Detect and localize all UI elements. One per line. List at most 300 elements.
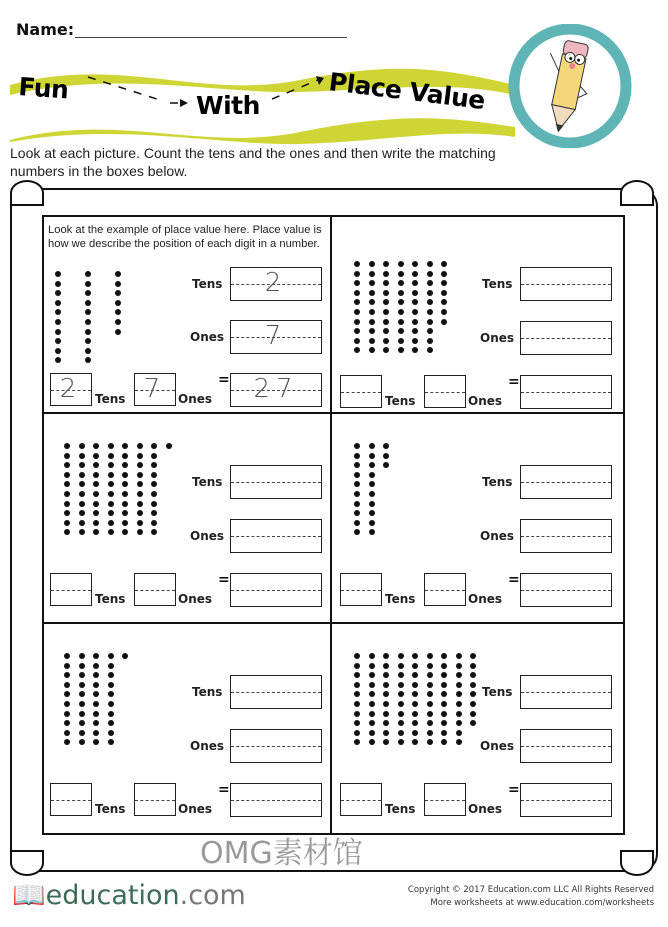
equals-sign: = <box>218 572 230 588</box>
ten-dot <box>398 653 404 659</box>
ten-dot <box>354 720 360 726</box>
ten-dot <box>369 462 375 468</box>
ten-dot <box>151 491 157 497</box>
ten-dot <box>369 510 375 516</box>
ten-dot <box>412 691 418 697</box>
ten-dot <box>93 520 99 526</box>
ten-dot <box>369 271 375 277</box>
ten-dot <box>427 299 433 305</box>
ten-dot <box>64 491 70 497</box>
ten-dot <box>383 653 389 659</box>
ten-dot <box>354 328 360 334</box>
ten-dot <box>108 711 114 717</box>
dashed-guide <box>231 590 321 591</box>
ten-dot <box>427 309 433 315</box>
ten-dot <box>456 720 462 726</box>
number-answer-box[interactable] <box>520 783 612 817</box>
ones-digit-box[interactable] <box>424 783 466 816</box>
title-with: With <box>196 91 260 120</box>
number-answer-box[interactable] <box>230 783 322 817</box>
ten-dot <box>108 663 114 669</box>
title-banner <box>0 50 520 150</box>
tens-label: Tens <box>385 394 416 408</box>
ten-dot <box>412 711 418 717</box>
ten-dot <box>441 701 447 707</box>
one-dot <box>441 309 447 315</box>
ten-dot <box>108 453 114 459</box>
tens-answer-box[interactable] <box>520 675 612 709</box>
tens-label: Tens <box>95 592 126 606</box>
one-dot <box>441 299 447 305</box>
ten-dot <box>122 520 128 526</box>
ten-dot <box>64 520 70 526</box>
name-input-line[interactable] <box>75 37 347 38</box>
equals-sign: = <box>508 374 520 390</box>
ten-dot <box>441 739 447 745</box>
one-dot <box>115 329 121 335</box>
ten-dot <box>55 319 61 325</box>
ten-dot <box>137 529 143 535</box>
dashed-guide <box>521 590 611 591</box>
ten-dot <box>412 730 418 736</box>
ten-dot <box>412 319 418 325</box>
ten-dot <box>456 701 462 707</box>
ten-dot <box>354 691 360 697</box>
ones-answer-box[interactable] <box>520 729 612 763</box>
dashed-guide <box>521 536 611 537</box>
ten-dot <box>383 290 389 296</box>
ten-dot <box>354 280 360 286</box>
ten-dot <box>79 720 85 726</box>
ten-dot <box>93 653 99 659</box>
number-answer-box[interactable] <box>520 573 612 607</box>
ten-dot <box>137 481 143 487</box>
ten-dot <box>93 711 99 717</box>
one-dot <box>115 290 121 296</box>
ten-dot <box>412 720 418 726</box>
ten-dot <box>108 443 114 449</box>
ten-dot <box>55 271 61 277</box>
equals-sign: = <box>508 572 520 588</box>
ten-dot <box>108 691 114 697</box>
ten-dot <box>79 691 85 697</box>
one-dot <box>122 653 128 659</box>
dashed-guide <box>231 482 321 483</box>
ten-dot <box>151 501 157 507</box>
ten-dot <box>369 481 375 487</box>
ten-dot <box>79 462 85 468</box>
equals-sign: = <box>218 782 230 798</box>
place-value-panel <box>332 413 620 613</box>
traced-digit: 2 <box>59 374 83 404</box>
place-value-panel <box>42 623 330 823</box>
ten-dot <box>79 682 85 688</box>
ten-dot <box>108 501 114 507</box>
ten-dot <box>354 481 360 487</box>
ten-dot <box>383 309 389 315</box>
ones-label: Ones <box>480 739 515 753</box>
ten-dot <box>79 481 85 487</box>
ten-dot <box>93 730 99 736</box>
ten-dot <box>441 682 447 688</box>
book-icon: 📖 <box>12 880 46 911</box>
tens-digit-box[interactable] <box>340 375 382 408</box>
ten-dot <box>456 711 462 717</box>
frame-corner <box>620 180 654 206</box>
ten-dot <box>79 653 85 659</box>
dashed-guide <box>521 392 611 393</box>
one-dot <box>470 663 476 669</box>
tens-digit-box[interactable] <box>50 783 92 816</box>
traced-digit: 27 <box>253 374 299 404</box>
ten-dot <box>369 672 375 678</box>
one-dot <box>470 720 476 726</box>
tens-answer-box[interactable] <box>230 267 322 301</box>
dashed-guide <box>521 800 611 801</box>
ten-dot <box>108 730 114 736</box>
ten-dot <box>398 299 404 305</box>
one-dot <box>470 691 476 697</box>
frame-corner <box>620 850 654 876</box>
ten-dot <box>369 501 375 507</box>
logo-text: education <box>45 880 180 911</box>
ten-dot <box>151 481 157 487</box>
ten-dot <box>108 739 114 745</box>
ten-dot <box>79 501 85 507</box>
ten-dot <box>427 691 433 697</box>
ten-dot <box>427 653 433 659</box>
tens-label: Tens <box>192 277 223 291</box>
ten-dot <box>383 711 389 717</box>
ten-dot <box>383 701 389 707</box>
dashed-guide <box>521 284 611 285</box>
ten-dot <box>64 711 70 717</box>
dashed-guide <box>51 800 91 801</box>
ten-dot <box>354 501 360 507</box>
ten-dot <box>55 281 61 287</box>
dashed-guide <box>341 800 381 801</box>
ten-dot <box>398 261 404 267</box>
ten-dot <box>412 672 418 678</box>
ten-dot <box>55 309 61 315</box>
one-dot <box>383 443 389 449</box>
ten-dot <box>137 472 143 478</box>
ten-dot <box>85 329 91 335</box>
ten-dot <box>85 271 91 277</box>
one-dot <box>115 271 121 277</box>
ten-dot <box>93 720 99 726</box>
ones-label: Ones <box>178 592 213 606</box>
one-dot <box>470 711 476 717</box>
ten-dot <box>108 520 114 526</box>
ten-dot <box>122 501 128 507</box>
ten-dot <box>137 510 143 516</box>
education-logo <box>12 880 246 912</box>
ones-label: Ones <box>190 529 225 543</box>
ten-dot <box>383 261 389 267</box>
tens-digit-box[interactable] <box>50 573 92 606</box>
ten-dot <box>137 491 143 497</box>
tens-label: Tens <box>95 802 126 816</box>
tens-digit-box[interactable] <box>50 373 92 406</box>
ten-dot <box>93 739 99 745</box>
ten-dot <box>369 319 375 325</box>
tens-label: Tens <box>482 277 513 291</box>
ten-dot <box>122 529 128 535</box>
ones-digit-box[interactable] <box>134 373 176 406</box>
ten-dot <box>64 720 70 726</box>
ten-dot <box>456 691 462 697</box>
ten-dot <box>354 271 360 277</box>
ten-dot <box>55 357 61 363</box>
place-value-panel <box>42 413 330 613</box>
ten-dot <box>151 529 157 535</box>
ten-dot <box>55 329 61 335</box>
ones-digit-box[interactable] <box>424 375 466 408</box>
ten-dot <box>122 491 128 497</box>
ten-dot <box>427 682 433 688</box>
ten-dot <box>398 739 404 745</box>
ten-dot <box>369 691 375 697</box>
ten-dot <box>412 328 418 334</box>
ten-dot <box>354 347 360 353</box>
ten-dot <box>398 290 404 296</box>
tens-label: Tens <box>192 475 223 489</box>
ten-dot <box>85 338 91 344</box>
ten-dot <box>64 481 70 487</box>
ten-dot <box>354 672 360 678</box>
one-dot <box>470 672 476 678</box>
ones-label: Ones <box>468 802 503 816</box>
tens-answer-box[interactable] <box>520 465 612 499</box>
ten-dot <box>55 300 61 306</box>
tens-digit-box[interactable] <box>340 783 382 816</box>
one-dot <box>383 462 389 468</box>
dashed-guide <box>231 800 321 801</box>
title-place-value: Place Value <box>327 67 487 116</box>
ten-dot <box>369 443 375 449</box>
ten-dot <box>64 653 70 659</box>
ones-answer-box[interactable] <box>230 519 322 553</box>
ones-digit-box[interactable] <box>134 783 176 816</box>
ten-dot <box>427 261 433 267</box>
ten-dot <box>137 453 143 459</box>
ten-dot <box>383 271 389 277</box>
number-answer-box[interactable] <box>520 375 612 409</box>
pencil-mascot <box>508 24 632 148</box>
number-answer-box[interactable] <box>230 573 322 607</box>
ten-dot <box>369 730 375 736</box>
tens-answer-box[interactable] <box>230 675 322 709</box>
ten-dot <box>122 510 128 516</box>
ten-dot <box>64 691 70 697</box>
one-dot <box>441 271 447 277</box>
one-dot <box>166 443 172 449</box>
ten-dot <box>398 701 404 707</box>
ten-dot <box>383 739 389 745</box>
ten-dot <box>85 290 91 296</box>
one-dot <box>441 280 447 286</box>
ten-dot <box>398 730 404 736</box>
ten-dot <box>441 730 447 736</box>
ones-label: Ones <box>190 330 225 344</box>
watermark: OMG素材馆 <box>200 836 363 871</box>
ten-dot <box>398 711 404 717</box>
ten-dot <box>93 472 99 478</box>
ten-dot <box>441 663 447 669</box>
tens-answer-box[interactable] <box>520 267 612 301</box>
ten-dot <box>354 529 360 535</box>
ten-dot <box>108 529 114 535</box>
dashed-guide <box>135 800 175 801</box>
ten-dot <box>64 501 70 507</box>
ten-dot <box>427 338 433 344</box>
dashed-guide <box>231 692 321 693</box>
ten-dot <box>85 319 91 325</box>
one-dot <box>441 319 447 325</box>
ten-dot <box>85 357 91 363</box>
ten-dot <box>64 529 70 535</box>
ten-dot <box>354 309 360 315</box>
ten-dot <box>412 663 418 669</box>
ten-dot <box>354 299 360 305</box>
ones-digit-box[interactable] <box>424 573 466 606</box>
ten-dot <box>427 271 433 277</box>
tens-label: Tens <box>385 802 416 816</box>
ten-dot <box>55 338 61 344</box>
one-dot <box>441 261 447 267</box>
dashed-guide <box>231 536 321 537</box>
ten-dot <box>79 711 85 717</box>
ten-dot <box>383 319 389 325</box>
ten-dot <box>383 682 389 688</box>
ten-dot <box>383 299 389 305</box>
ones-answer-box[interactable] <box>230 320 322 354</box>
ten-dot <box>369 261 375 267</box>
ten-dot <box>398 271 404 277</box>
ten-dot <box>398 663 404 669</box>
number-answer-box[interactable] <box>230 373 322 407</box>
ten-dot <box>427 663 433 669</box>
ten-dot <box>354 261 360 267</box>
one-dot <box>470 682 476 688</box>
ten-dot <box>354 730 360 736</box>
copyright-text: Copyright © 2017 Education.com LLC All Rights Reserved <box>407 885 654 895</box>
traced-digit: 7 <box>264 321 288 351</box>
ten-dot <box>354 510 360 516</box>
ten-dot <box>64 672 70 678</box>
ten-dot <box>108 672 114 678</box>
ten-dot <box>108 510 114 516</box>
ten-dot <box>369 701 375 707</box>
ten-dot <box>369 491 375 497</box>
ten-dot <box>369 682 375 688</box>
ten-dot <box>383 280 389 286</box>
ones-label: Ones <box>178 802 213 816</box>
ten-dot <box>108 491 114 497</box>
ten-dot <box>137 501 143 507</box>
ten-dot <box>383 672 389 678</box>
one-dot <box>115 319 121 325</box>
ten-dot <box>108 720 114 726</box>
ten-dot <box>383 328 389 334</box>
ten-dot <box>79 739 85 745</box>
ten-dot <box>79 520 85 526</box>
ten-dot <box>398 338 404 344</box>
ten-dot <box>441 691 447 697</box>
ten-dot <box>79 472 85 478</box>
ten-dot <box>398 280 404 286</box>
dashed-guide <box>231 746 321 747</box>
ones-label: Ones <box>480 331 515 345</box>
ones-answer-box[interactable] <box>520 519 612 553</box>
ten-dot <box>398 672 404 678</box>
ten-dot <box>427 730 433 736</box>
frame-corner <box>10 180 44 206</box>
dashed-guide <box>521 692 611 693</box>
more-worksheets-link[interactable]: More worksheets at www.education.com/worksheets <box>430 898 654 908</box>
ones-answer-box[interactable] <box>520 321 612 355</box>
ten-dot <box>427 720 433 726</box>
ten-dot <box>354 491 360 497</box>
ten-dot <box>369 280 375 286</box>
ten-dot <box>369 739 375 745</box>
ten-dot <box>369 720 375 726</box>
one-dot <box>115 300 121 306</box>
ones-label: Ones <box>480 529 515 543</box>
ten-dot <box>456 730 462 736</box>
tens-digit-box[interactable] <box>340 573 382 606</box>
ten-dot <box>383 730 389 736</box>
place-value-panel <box>42 215 330 415</box>
ten-dot <box>122 472 128 478</box>
ones-digit-box[interactable] <box>134 573 176 606</box>
ten-dot <box>369 299 375 305</box>
tens-answer-box[interactable] <box>230 465 322 499</box>
tens-label: Tens <box>482 685 513 699</box>
copyright <box>408 884 654 910</box>
ten-dot <box>354 443 360 449</box>
ten-dot <box>456 663 462 669</box>
ten-dot <box>93 691 99 697</box>
ten-dot <box>93 701 99 707</box>
name-label: Name: <box>16 20 75 39</box>
ten-dot <box>354 739 360 745</box>
ten-dot <box>354 338 360 344</box>
dashed-guide <box>425 392 465 393</box>
ten-dot <box>93 501 99 507</box>
ten-dot <box>137 443 143 449</box>
ten-dot <box>369 309 375 315</box>
one-dot <box>115 281 121 287</box>
ten-dot <box>427 672 433 678</box>
ten-dot <box>151 510 157 516</box>
ten-dot <box>354 472 360 478</box>
ten-dot <box>427 739 433 745</box>
ten-dot <box>369 290 375 296</box>
ten-dot <box>456 653 462 659</box>
ten-dot <box>427 347 433 353</box>
ten-dot <box>64 682 70 688</box>
ten-dot <box>122 453 128 459</box>
ten-dot <box>137 520 143 526</box>
ten-dot <box>85 348 91 354</box>
ten-dot <box>369 347 375 353</box>
ones-answer-box[interactable] <box>230 729 322 763</box>
ten-dot <box>427 711 433 717</box>
ten-dot <box>369 328 375 334</box>
ten-dot <box>427 701 433 707</box>
